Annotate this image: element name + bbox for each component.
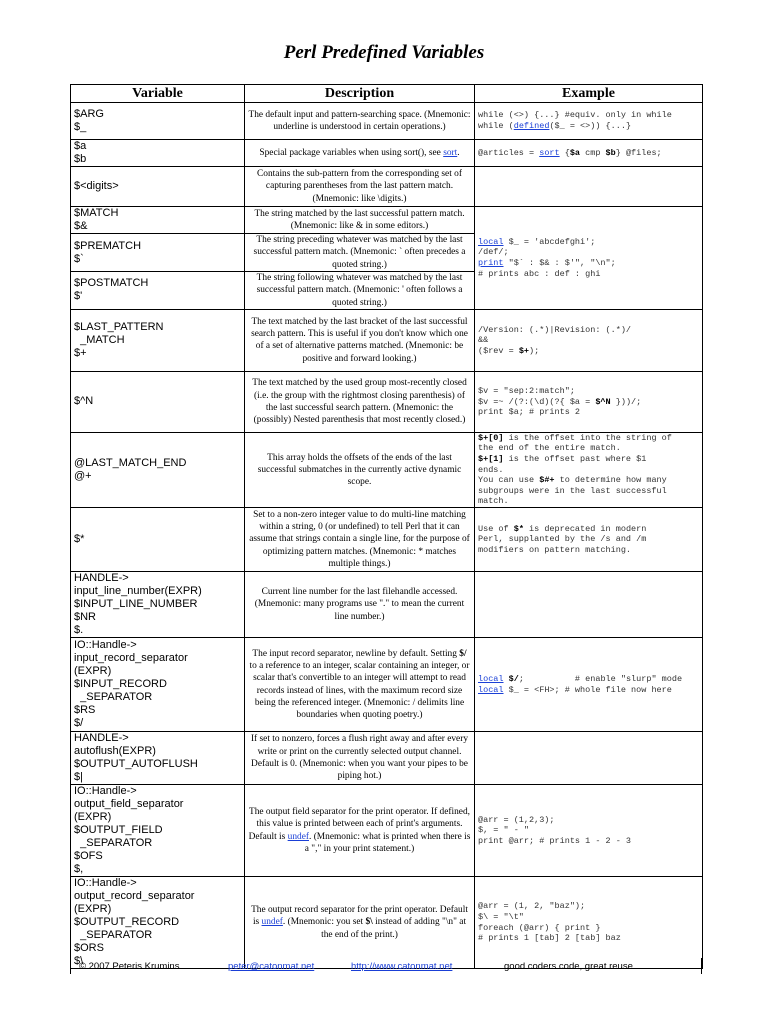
example-text: # prints 1 [tab] 2 [tab] baz [478, 933, 621, 944]
table-row [71, 103, 703, 140]
description-text: . (Mnemonic: what is printed when there is a "," in your print statement.) [304, 831, 471, 854]
example-bold-text: $b [605, 147, 616, 158]
example-text: # prints abc : def : ghi [478, 268, 601, 279]
example-text: the end of the entire match. [478, 443, 621, 454]
example-text: ); [529, 345, 540, 356]
example-code-line [478, 433, 699, 444]
example-code-line [478, 258, 699, 269]
variable-cell [71, 140, 245, 167]
description-text: The string preceding whatever was matched by the last successful pattern match. (Mnemonic: ` often precedes a quoted string.) [253, 235, 466, 270]
example-text: }))/; [610, 396, 642, 407]
example-text: modifiers on pattern matching. [478, 544, 632, 555]
description-cell [245, 167, 475, 207]
variable-name: $` [74, 252, 84, 265]
description-cell [245, 877, 475, 969]
variable-name: $+ [74, 346, 87, 359]
example-bold-text: $+[1] [478, 454, 504, 465]
table-row [71, 785, 703, 877]
description-text: The default input and pattern-searching space. (Mnemonic: underline is understood in certain operations.) [248, 109, 471, 132]
variable-name: $' [74, 290, 83, 303]
example-text: ; # enable "slurp" mode [518, 673, 683, 684]
example-code-line [478, 524, 699, 535]
example-cell [475, 785, 703, 877]
variable-cell [71, 572, 245, 638]
description-text: Current line number for the last filehandle accessed. (Mnemonic: many programs use "." to mean the current line number.) [254, 587, 465, 622]
example-code-line [478, 496, 699, 507]
variable-name: $OFS [74, 850, 103, 863]
variable-cell [71, 877, 245, 969]
example-text: Use of [478, 523, 514, 534]
description-text: to a reference to an integer, scalar containing an integer, or scalar that's convertible to an integer will attempt to read records instead of lines, with the maximum record size being the referenced integer. (Mnemonic: / delimits line boundaries when quoting poetry.) [249, 660, 470, 721]
variable-name: $* [74, 533, 85, 546]
example-text: $, = " - " [478, 825, 530, 836]
description-bold-text: $/ [459, 648, 467, 659]
variable-name: $POSTMATCH [74, 277, 149, 290]
variable-cell [71, 638, 245, 732]
variable-name: $/ [74, 717, 84, 730]
description-cell [245, 432, 475, 507]
variable-name: $MATCH [74, 207, 119, 219]
description-cell [245, 207, 475, 234]
example-cell [475, 309, 703, 371]
example-text: { [559, 147, 570, 158]
description-text: The output field separator for the print operator. If defined, this value is printed between each of print's arguments. Default is [248, 806, 470, 842]
variable-name: output_field_separator [74, 798, 184, 811]
variable-name: (EXPR) [74, 665, 112, 678]
variable-name: @+ [74, 469, 92, 482]
example-text: Perl, supplanted by the /s and /m [478, 534, 647, 545]
footer-website-link[interactable]: http://www.catonmat.net [351, 961, 453, 972]
description-cell [245, 638, 475, 732]
example-text: is the offset past where $1 [503, 454, 647, 465]
table-row [71, 371, 703, 432]
example-code-line [478, 545, 699, 556]
example-cell [475, 877, 703, 969]
variable-name: autoflush(EXPR) [74, 745, 156, 758]
example-code-line [478, 397, 699, 408]
example-text: /def/; [478, 247, 509, 258]
example-text: $v = "sep:2:match"; [478, 386, 575, 396]
example-text: to determine how many [554, 475, 667, 486]
example-text: ($_ = <>)) {...} [549, 121, 632, 131]
example-text: subgroups were in the last successful [478, 485, 667, 496]
table-row [71, 732, 703, 785]
example-cell [475, 103, 703, 140]
variable-cell [71, 309, 245, 371]
page-footer [70, 958, 702, 974]
example-cell [475, 167, 703, 207]
table-row [71, 167, 703, 207]
example-code-line [478, 465, 699, 476]
example-bold-text: $a [569, 147, 581, 158]
description-text: This array holds the offsets of the ends of the last successful submatches in the currently active dynamic scope. [257, 452, 462, 488]
description-cell [245, 785, 475, 877]
example-cell [475, 140, 703, 167]
example-text: /Version: (.*)|Revision: (.*)/ [478, 324, 632, 335]
footer-motto: good coders code, great reuse [504, 961, 633, 972]
variable-name: $, [74, 863, 84, 876]
table-row [71, 638, 703, 732]
example-bold-text: $^N [595, 396, 611, 407]
example-cell [475, 371, 703, 432]
variable-cell [71, 167, 245, 207]
example-code-line [478, 121, 699, 132]
variables-table [70, 84, 703, 969]
doc-link[interactable]: local [478, 684, 504, 695]
variable-name: $INPUT_LINE_NUMBER [74, 598, 198, 611]
column-header-example: Example [475, 85, 703, 103]
description-text: Special package variables when using sort(), see [259, 147, 444, 158]
variable-name: $ARG [74, 108, 104, 120]
example-code-line [478, 933, 699, 944]
description-cell [245, 272, 475, 310]
example-code-line [478, 346, 699, 357]
variable-name: $<digits> [74, 180, 119, 192]
example-text: $_ = <FH>; # whole file now here [503, 684, 672, 695]
example-text: $v =~ /(?:(\d)(?{ $a = [478, 396, 596, 407]
example-bold-text: $#+ [539, 475, 555, 486]
description-text: instead of adding "\n" at the end of the print.) [321, 917, 467, 940]
example-code-line [478, 534, 699, 545]
description-cell [245, 732, 475, 785]
example-code-line [478, 486, 699, 497]
description-cell [245, 103, 475, 140]
example-code-line [478, 407, 699, 418]
description-bold-text: $\ [365, 917, 373, 928]
footer-email-link[interactable]: peter@catonmat.net [228, 961, 315, 972]
variable-cell [71, 785, 245, 877]
variable-name: _SEPARATOR [74, 929, 153, 942]
description-text: Set to a non-zero integer value to do multi-line matching within a string, 0 (or undefined) to tell Perl that it can assume that strings contain a single line, for the purpose of optimizing pattern matches. (Mnemonic: * matches multiple things.) [249, 509, 470, 569]
example-cell [475, 638, 703, 732]
example-text: && [478, 335, 489, 346]
variable-name: IO::Handle-> [74, 785, 137, 798]
footer-copyright: © 2007 Peteris Krumins [79, 961, 180, 972]
variable-name: _SEPARATOR [74, 837, 153, 850]
variable-name: $^N [74, 395, 94, 408]
variable-cell [71, 508, 245, 572]
variable-name: IO::Handle-> [74, 877, 137, 890]
variable-name: @LAST_MATCH_END [74, 456, 187, 469]
example-cell [475, 432, 703, 507]
description-text: Contains the sub-pattern from the corresponding set of capturing parentheses from the last pattern match. (Mnemonic: like \digits.) [257, 169, 462, 204]
variable-cell [71, 732, 245, 785]
table-row [71, 572, 703, 638]
variable-name: (EXPR) [74, 811, 112, 824]
example-text: $_ = 'abcdefghi'; [503, 236, 596, 247]
example-text: } @files; [615, 147, 662, 158]
variable-name: $ORS [74, 942, 104, 955]
example-code-line [478, 269, 699, 280]
doc-link[interactable]: sort [539, 147, 560, 158]
variable-name: $b [74, 153, 87, 165]
table-row [71, 508, 703, 572]
table-row [71, 432, 703, 507]
table-row [71, 207, 703, 234]
example-code-line [478, 815, 699, 826]
description-text: The string following whatever was matched by the last successful pattern match. (Mnemonic: ' often follows a quoted string.) [256, 273, 463, 308]
example-cell [475, 207, 703, 310]
description-text: . [457, 147, 460, 158]
example-text: while ( [478, 121, 514, 131]
description-text: . (Mnemonic: you set [282, 917, 366, 928]
table-row [71, 140, 703, 167]
example-code-line [478, 836, 699, 847]
example-text: while (<>) {...} #equiv. only in while [478, 110, 672, 121]
variable-name: $OUTPUT_AUTOFLUSH [74, 758, 198, 771]
description-cell [245, 309, 475, 371]
example-text: You can use [478, 475, 540, 486]
example-text: @arr = (1,2,3); [478, 814, 555, 825]
example-text: $\ = "\t" [478, 911, 524, 922]
example-code-line [478, 901, 699, 912]
variable-name: $. [74, 624, 84, 637]
column-header-description: Description [245, 85, 475, 103]
variable-cell [71, 371, 245, 432]
variable-name: $_ [74, 121, 87, 133]
doc-link[interactable]: local [478, 236, 504, 247]
variable-name: _MATCH [74, 333, 125, 346]
example-code-line [478, 335, 699, 346]
example-text: "$` : $& : $'", "\n"; [503, 257, 616, 268]
example-text: ends. [478, 464, 504, 475]
variable-name: $RS [74, 704, 96, 717]
example-code-line [478, 247, 699, 258]
variable-cell [71, 272, 245, 310]
description-text: The output record separator for the print operator. Default is [251, 905, 468, 928]
example-text: is deprecated in modern [523, 523, 647, 534]
example-bold-text: $* [513, 523, 524, 534]
variable-name: $OUTPUT_RECORD [74, 916, 180, 929]
variable-name: input_line_number(EXPR) [74, 585, 202, 598]
example-code-line [478, 454, 699, 465]
example-text: print $a; # prints 2 [478, 407, 581, 418]
description-text: The text matched by the last bracket of the last successful search pattern. This is useful if you don't know which one of a set of alternative patterns matched. (Mnemonic: be positive and forward looking.) [251, 316, 468, 364]
description-cell [245, 140, 475, 167]
example-code-line [478, 148, 699, 159]
variable-name: output_record_separator [74, 890, 195, 903]
example-text: print @arr; # prints 1 - 2 - 3 [478, 835, 632, 846]
description-cell [245, 371, 475, 432]
variable-name: IO::Handle-> [74, 639, 137, 652]
doc-link[interactable]: undef [261, 917, 283, 928]
variable-name: HANDLE-> [74, 572, 129, 585]
description-text: The input record separator, newline by default. Setting [252, 648, 460, 659]
doc-link[interactable]: undef [287, 831, 309, 842]
variable-name: $| [74, 771, 83, 784]
example-code-line [478, 325, 699, 336]
description-cell [245, 234, 475, 272]
doc-link[interactable]: local [478, 673, 504, 684]
example-cell [475, 572, 703, 638]
variable-cell [71, 432, 245, 507]
variable-name: _SEPARATOR [74, 691, 153, 704]
column-header-variable: Variable [71, 85, 245, 103]
example-bold-text: $+ [518, 345, 530, 356]
variable-name: $& [74, 220, 88, 232]
example-code-line [478, 674, 699, 685]
example-code-line [478, 443, 699, 454]
table-row [71, 877, 703, 969]
variable-name: HANDLE-> [74, 732, 129, 745]
description-cell [245, 572, 475, 638]
description-text: The string matched by the last successful pattern match. (Mnemonic: like & in some editors.) [254, 208, 465, 231]
example-text: is the offset into the string of [503, 432, 672, 443]
doc-link[interactable]: sort [443, 147, 458, 158]
variable-name: (EXPR) [74, 903, 112, 916]
example-cell [475, 508, 703, 572]
description-cell [245, 508, 475, 572]
variable-cell [71, 103, 245, 140]
table-header-row [71, 85, 703, 103]
example-code-line [478, 475, 699, 486]
variable-cell [71, 207, 245, 234]
example-code-line [478, 912, 699, 923]
variable-name: $LAST_PATTERN [74, 320, 164, 333]
variable-cell [71, 234, 245, 272]
example-code-line [478, 237, 699, 248]
example-cell [475, 732, 703, 785]
description-text: If set to nonzero, forces a flush right away and after every write or print on the currently selected output channel. Default is 0. (Mnemonic: when you want your pipes to be piping hot.) [250, 734, 469, 782]
example-text: match. [478, 496, 509, 507]
doc-link[interactable]: defined [513, 121, 550, 131]
example-text: foreach (@arr) { print } [478, 922, 601, 933]
variable-name: $\ [74, 955, 84, 968]
variable-name: input_record_separator [74, 652, 188, 665]
page-title: Perl Predefined Variables [283, 42, 485, 63]
table-row [71, 309, 703, 371]
example-text: cmp [580, 147, 606, 158]
example-code-line [478, 923, 699, 934]
variable-name: $NR [74, 611, 97, 624]
variable-name: $a [74, 140, 87, 152]
example-text: @articles = [478, 147, 540, 158]
variable-name: $OUTPUT_FIELD [74, 824, 163, 837]
example-text: @arr = (1, 2, "baz"); [478, 901, 586, 912]
variable-name: $INPUT_RECORD [74, 678, 167, 691]
description-text: The text matched by the used group most-recently closed (i.e. the group with the rightmost closing parenthesis) of the last successful search pattern. (Mnemonic: the (possibly) Nested parenthesis that most recently closed.) [252, 378, 467, 426]
variable-name: $PREMATCH [74, 239, 142, 252]
example-code-line [478, 825, 699, 836]
example-code-line [478, 386, 699, 397]
doc-link[interactable]: print [478, 257, 504, 268]
example-code-line [478, 685, 699, 696]
example-bold-text: $/ [508, 673, 519, 684]
example-code-line [478, 110, 699, 121]
example-text: ($rev = [478, 345, 519, 356]
example-bold-text: $+[0] [478, 432, 504, 443]
